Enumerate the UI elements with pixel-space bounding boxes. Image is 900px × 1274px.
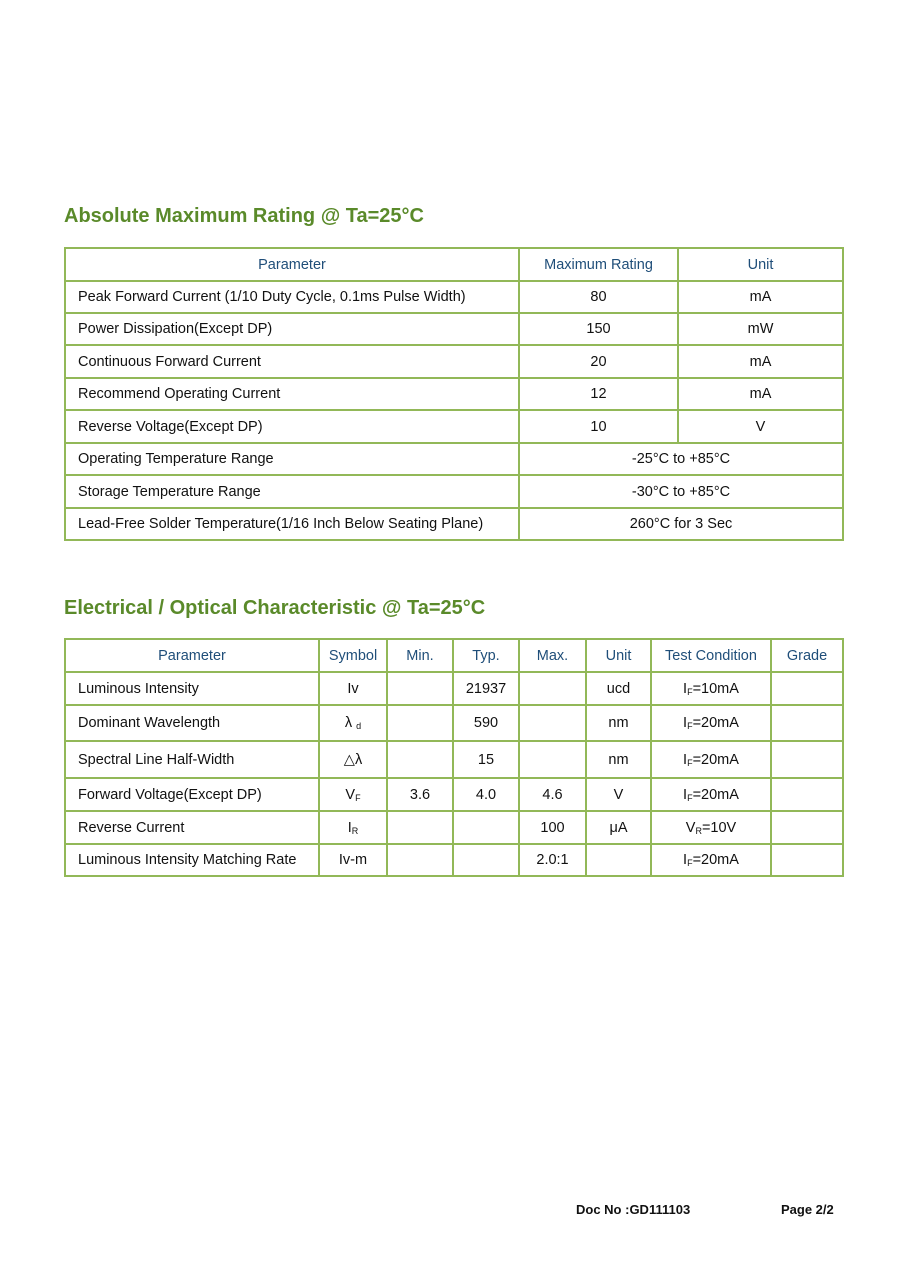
header-parameter: Parameter bbox=[65, 248, 519, 281]
eo-char-table bbox=[64, 638, 844, 877]
header-unit: Unit bbox=[586, 639, 651, 672]
cell-grade bbox=[771, 811, 843, 844]
table-row bbox=[65, 705, 843, 741]
table-row bbox=[65, 672, 843, 705]
cell-unit: mA bbox=[678, 378, 843, 410]
cell-parameter: Operating Temperature Range bbox=[65, 443, 519, 475]
header-min: Min. bbox=[387, 639, 453, 672]
cell-rating: 20 bbox=[519, 345, 678, 378]
cell-unit: V bbox=[678, 410, 843, 443]
cell-unit bbox=[586, 844, 651, 876]
table-row bbox=[65, 811, 843, 844]
cell-symbol: λ $_d$ bbox=[319, 705, 387, 741]
cell-parameter: Peak Forward Current (1/10 Duty Cycle, 0.1ms Pulse Width) bbox=[65, 281, 519, 313]
table-header-row bbox=[65, 248, 843, 281]
doc-number: Doc No :GD111103 bbox=[576, 1202, 691, 1217]
cell-max bbox=[519, 741, 586, 778]
cell-min bbox=[387, 741, 453, 778]
cell-symbol: △λ bbox=[319, 741, 387, 778]
cell-parameter: Luminous Intensity bbox=[65, 672, 319, 705]
cell-parameter: Continuous Forward Current bbox=[65, 345, 519, 378]
cell-typ bbox=[453, 844, 519, 876]
table-row bbox=[65, 844, 843, 876]
cell-max: 2.0:1 bbox=[519, 844, 586, 876]
cell-grade bbox=[771, 672, 843, 705]
page-number: Page 2/2 bbox=[781, 1202, 834, 1217]
abs-max-title: Absolute Maximum Rating @ Ta=25°C bbox=[64, 205, 424, 227]
cell-symbol: $I_R$ bbox=[319, 811, 387, 844]
cell-min bbox=[387, 811, 453, 844]
cell-symbol: Iv-m bbox=[319, 844, 387, 876]
header-parameter: Parameter bbox=[65, 639, 319, 672]
cell-unit: nm bbox=[586, 741, 651, 778]
cell-grade bbox=[771, 778, 843, 811]
cell-unit: mW bbox=[678, 313, 843, 345]
table-row bbox=[65, 313, 843, 345]
cell-parameter: Dominant Wavelength bbox=[65, 705, 319, 741]
cell-test-condition: $V_R=10V$ bbox=[651, 811, 771, 844]
header-max: Max. bbox=[519, 639, 586, 672]
cell-parameter: Recommend Operating Current bbox=[65, 378, 519, 410]
cell-typ: 21937 bbox=[453, 672, 519, 705]
cell-symbol: Iv bbox=[319, 672, 387, 705]
cell-unit: nm bbox=[586, 705, 651, 741]
table-row bbox=[65, 741, 843, 778]
cell-unit: μA bbox=[586, 811, 651, 844]
cell-parameter: Reverse Voltage(Except DP) bbox=[65, 410, 519, 443]
cell-symbol: $V_F$ bbox=[319, 778, 387, 811]
cell-max: 100 bbox=[519, 811, 586, 844]
cell-typ bbox=[453, 811, 519, 844]
header-symbol: Symbol bbox=[319, 639, 387, 672]
cell-grade bbox=[771, 741, 843, 778]
table-row bbox=[65, 778, 843, 811]
cell-unit: mA bbox=[678, 281, 843, 313]
cell-test-condition: $I_F=20mA$ bbox=[651, 778, 771, 811]
table-row bbox=[65, 345, 843, 378]
cell-rating: 10 bbox=[519, 410, 678, 443]
table-row bbox=[65, 443, 843, 475]
eo-char-title: Electrical / Optical Characteristic @ Ta=25°C bbox=[64, 597, 486, 619]
cell-rating: -25°C to +85°C bbox=[519, 443, 843, 475]
table-row bbox=[65, 508, 843, 540]
table-row bbox=[65, 281, 843, 313]
cell-rating: 150 bbox=[519, 313, 678, 345]
cell-grade bbox=[771, 705, 843, 741]
cell-parameter: Reverse Current bbox=[65, 811, 319, 844]
cell-min bbox=[387, 705, 453, 741]
cell-test-condition: $I_F=10mA$ bbox=[651, 672, 771, 705]
table-header-row bbox=[65, 639, 843, 672]
cell-rating: 260°C for 3 Sec bbox=[519, 508, 843, 540]
cell-min bbox=[387, 672, 453, 705]
cell-parameter: Lead-Free Solder Temperature(1/16 Inch Below Seating Plane) bbox=[65, 508, 519, 540]
cell-max bbox=[519, 705, 586, 741]
header-max-rating: Maximum Rating bbox=[519, 248, 678, 281]
cell-parameter: Spectral Line Half-Width bbox=[65, 741, 319, 778]
cell-test-condition: $I_F=20mA$ bbox=[651, 844, 771, 876]
cell-grade bbox=[771, 844, 843, 876]
cell-test-condition: $I_F=20mA$ bbox=[651, 705, 771, 741]
cell-test-condition: $I_F=20mA$ bbox=[651, 741, 771, 778]
cell-rating: 12 bbox=[519, 378, 678, 410]
cell-max: 4.6 bbox=[519, 778, 586, 811]
abs-max-table bbox=[64, 247, 844, 541]
cell-rating: 80 bbox=[519, 281, 678, 313]
cell-typ: 15 bbox=[453, 741, 519, 778]
cell-typ: 4.0 bbox=[453, 778, 519, 811]
cell-parameter: Forward Voltage(Except DP) bbox=[65, 778, 319, 811]
cell-typ: 590 bbox=[453, 705, 519, 741]
cell-unit: mA bbox=[678, 345, 843, 378]
cell-rating: -30°C to +85°C bbox=[519, 475, 843, 508]
header-unit: Unit bbox=[678, 248, 843, 281]
cell-parameter: Power Dissipation(Except DP) bbox=[65, 313, 519, 345]
cell-max bbox=[519, 672, 586, 705]
table-row bbox=[65, 410, 843, 443]
cell-min: 3.6 bbox=[387, 778, 453, 811]
cell-unit: V bbox=[586, 778, 651, 811]
cell-unit: ucd bbox=[586, 672, 651, 705]
header-test-condition: Test Condition bbox=[651, 639, 771, 672]
table-row bbox=[65, 475, 843, 508]
cell-parameter: Luminous Intensity Matching Rate bbox=[65, 844, 319, 876]
header-typ: Typ. bbox=[453, 639, 519, 672]
cell-parameter: Storage Temperature Range bbox=[65, 475, 519, 508]
cell-min bbox=[387, 844, 453, 876]
header-grade: Grade bbox=[771, 639, 843, 672]
table-row bbox=[65, 378, 843, 410]
